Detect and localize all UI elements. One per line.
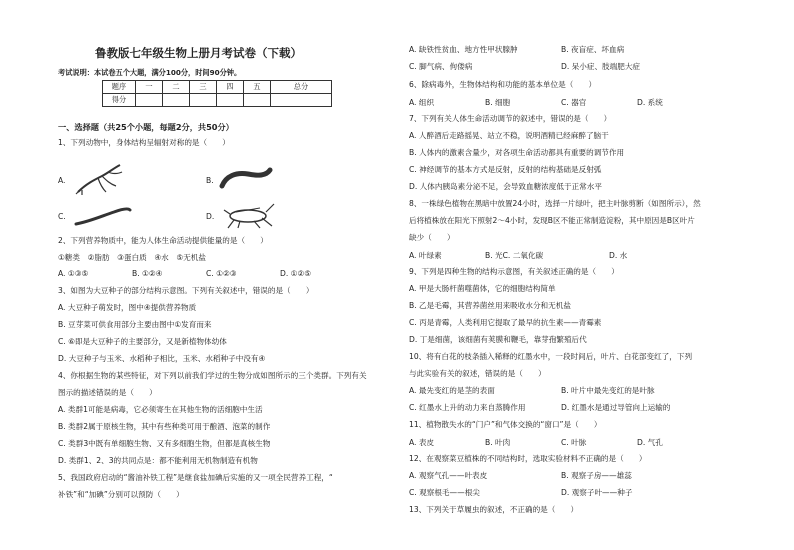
q1-option-b: B.	[206, 176, 214, 185]
q4-option-b: B. 类群2属于原核生物，其中有些种类可用于酿酒、泡菜的制作	[58, 422, 271, 431]
question-7: 7、下列有关人体生命活动调节的叙述中，错误的是（ ）	[409, 114, 612, 123]
page-title: 鲁教版七年级生物上册月考试卷（下载）	[95, 46, 302, 60]
score-cell-total[interactable]	[271, 94, 332, 107]
q3-option-c: C. ⑥即是大豆种子的主要部分，又是新植物体幼体	[58, 337, 227, 346]
q2-option-a: A. ①③⑤	[58, 269, 89, 278]
q5-option-b: B. 夜盲症、坏血病	[561, 45, 625, 54]
hydra-image	[72, 162, 128, 194]
q11-option-c: C. 叶脉	[561, 438, 587, 447]
question-8-cont: 后将植株放在阳光下照射2～4小时，发现B区不能正常制造淀粉，其中原因是B区叶片	[409, 216, 695, 225]
score-row-label: 得分	[103, 94, 136, 107]
q6-option-b: B. 细胞	[485, 98, 511, 107]
q8-option-d: D. 水	[609, 251, 628, 260]
exam-note: 考试说明：本试卷五个大题，满分100分，时间90分钟。	[58, 68, 242, 77]
q11-option-b: B. 叶肉	[485, 438, 511, 447]
q10-option-c: C. 红墨水上升的动力来自蒸腾作用	[409, 403, 526, 412]
q9-option-b: B. 乙是毛霉，其营养菌丝用来吸收水分和无机盐	[409, 301, 571, 310]
q8-option-b: B. 光C. 二氧化碳	[485, 251, 544, 260]
score-cell[interactable]	[136, 94, 163, 107]
question-1: 1、下列动物中，身体结构呈辐射对称的是（ ）	[58, 138, 230, 147]
q9-option-c: C. 丙是青霉，人类利用它提取了最早的抗生素——青霉素	[409, 318, 602, 327]
locust-image	[220, 200, 276, 232]
question-4-cont: 图示的描述错误的是（ ）	[58, 388, 157, 397]
question-13: 13、下列关于草履虫的叙述，不正确的是（ ）	[409, 505, 579, 514]
q3-option-a: A. 大豆种子萌发时，图中④提供营养物质	[58, 303, 197, 312]
q4-option-c: C. 类群3中既有单细胞生物、又有多细胞生物，但都是真核生物	[58, 439, 271, 448]
q1-option-c: C.	[58, 212, 66, 221]
score-table-header	[103, 81, 332, 94]
question-10-cont: 与此实验有关的叙述，错误的是（ ）	[409, 369, 546, 378]
q10-option-d: D. 红墨水是通过导管向上运输的	[561, 403, 671, 412]
q6-option-c: C. 器官	[561, 98, 587, 107]
section-heading: 一、选择题（共25个小题，每题2分，共50分）	[58, 122, 234, 132]
left-column	[0, 0, 385, 550]
q4-option-d: D. 类群1、2、3的共同点是：都不能利用无机物制造有机物	[58, 456, 258, 465]
q3-option-b: B. 豆芽菜可供食用部分主要由图中①发育而来	[58, 320, 212, 329]
question-12: 12、在观察菜豆植株的不同结构时，选取实验材料不正确的是（ ）	[409, 454, 647, 463]
q2-option-b: B. ①②④	[132, 269, 163, 278]
question-11: 11、植物散失水的“门户”和气体交换的“窗口”是（ ）	[409, 420, 602, 429]
score-cell[interactable]	[244, 94, 271, 107]
q3-option-d: D. 大豆种子与玉米、水稻种子相比，玉米、水稻种子中没有④	[58, 354, 266, 363]
q4-option-a: A. 类群1可能是病毒，它必须寄生在其他生物的活细胞中生活	[58, 405, 263, 414]
q11-option-d: D. 气孔	[637, 438, 663, 447]
q9-option-a: A. 甲是大肠杆菌噬菌体，它的细胞结构简单	[409, 284, 556, 293]
q10-option-b: B. 叶片中最先变红的是叶脉	[561, 386, 655, 395]
q7-option-d: D. 人体内胰岛素分泌不足，会导致血糖浓度低于正常水平	[409, 182, 602, 191]
q5-option-c: C. 脚气病、佝偻病	[409, 62, 473, 71]
score-head-1: 一	[136, 81, 163, 94]
question-9: 9、下列是四种生物的结构示意图，有关叙述正确的是（ ）	[409, 267, 619, 276]
question-2-items: ①糖类 ②脂肪 ③蛋白质 ④水 ⑤无机盐	[58, 253, 206, 262]
q12-option-b: B. 观察子房——雄蕊	[561, 471, 632, 480]
q1-option-d: D.	[206, 212, 215, 221]
q8-option-a: A. 叶绿素	[409, 251, 442, 260]
score-cell[interactable]	[163, 94, 190, 107]
score-head-2: 二	[163, 81, 190, 94]
score-head-3: 三	[190, 81, 217, 94]
question-6: 6、除病毒外，生物体结构和功能的基本单位是（ ）	[409, 80, 597, 89]
q5-option-a: A. 缺铁性贫血、地方性甲状腺肿	[409, 45, 518, 54]
score-cell[interactable]	[190, 94, 217, 107]
q7-option-b: B. 人体内的激素含量少，对各项生命活动都具有重要的调节作用	[409, 148, 625, 157]
q6-option-a: A. 组织	[409, 98, 435, 107]
q2-option-c: C. ①②③	[206, 269, 237, 278]
score-table-row	[103, 94, 332, 107]
q6-option-d: D. 系统	[637, 98, 663, 107]
question-2: 2、下列营养物质中，能为人体生命活动提供能量的是（ ）	[58, 236, 268, 245]
q9-option-d: D. 丁是细菌，该细菌有荚膜和鞭毛，靠芽孢繁殖后代	[409, 335, 587, 344]
roundworm-image	[72, 202, 128, 234]
right-column	[397, 0, 782, 550]
question-5: 5、我国政府启动的“酱油补铁工程”是继食盐加碘后实施的又一项全民营养工程，“	[58, 473, 333, 482]
score-table	[102, 80, 332, 107]
question-8: 8、一株绿色植物在黑暗中放置24小时，选择一片绿叶，把主叶脉剪断（如图所示），然	[409, 199, 701, 208]
q7-option-a: A. 人醉酒后走路摇晃、站立不稳，说明酒精已经麻醉了脑干	[409, 131, 609, 140]
score-head-4: 四	[217, 81, 244, 94]
question-4: 4、你根据生物的某些特征，对下列以前我们学过的生物分成如图所示的三个类群。下列有关	[58, 371, 367, 380]
q1-option-a: A.	[58, 176, 66, 185]
q7-option-c: C. 神经调节的基本方式是反射，反射的结构基础是反射弧	[409, 165, 602, 174]
score-head-0: 题序	[103, 81, 136, 94]
score-head-total: 总分	[271, 81, 332, 94]
q12-option-a: A. 观察气孔——叶表皮	[409, 471, 488, 480]
question-5-cont: 补铁”和“加碘”分别可以预防（ ）	[58, 490, 184, 499]
q5-option-d: D. 呆小症、肢端肥大症	[561, 62, 641, 71]
score-head-5: 五	[244, 81, 271, 94]
score-cell[interactable]	[217, 94, 244, 107]
q11-option-a: A. 表皮	[409, 438, 435, 447]
leech-image	[218, 164, 274, 196]
question-10: 10、将有白花的枝条插入稀释的红墨水中，一段时间后，叶片、白花部变红了，下列	[409, 352, 693, 361]
q2-option-d: D. ①②⑤	[280, 269, 312, 278]
q12-option-d: D. 观察子叶——种子	[561, 488, 633, 497]
question-8-cont2: 缺少（ ）	[409, 233, 455, 242]
question-3: 3、如图为大豆种子的部分结构示意图。下列有关叙述中，错误的是（ ）	[58, 286, 314, 295]
q12-option-c: C. 观察根毛——根尖	[409, 488, 480, 497]
q10-option-a: A. 最先变红的是茎的表面	[409, 386, 495, 395]
